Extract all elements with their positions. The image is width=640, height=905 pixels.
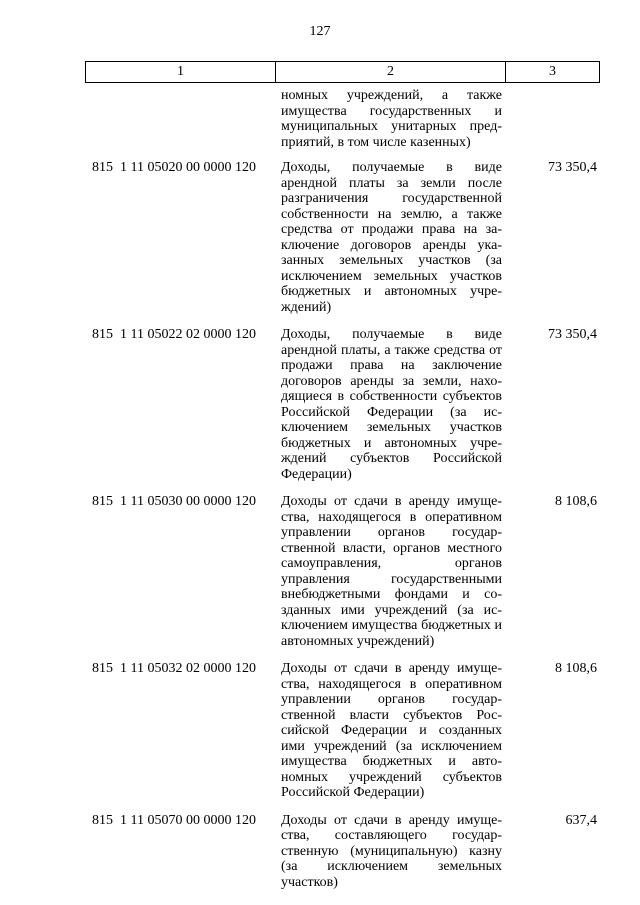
column-header-amount: 3 — [549, 64, 556, 79]
column-header-description: 2 — [276, 62, 506, 82]
budget-code: 815 1 11 05020 00 0000 120 — [92, 160, 256, 175]
income-description: Доходы, получаемые в виде арендной платы, а также средства от продажи права на заключение договоров аренды за земли, находящиеся в собственности субъектов Российской Федерации (за исключением земельных участков бюджетных и автономных учреждений субъектов Российской Федерации) — [281, 327, 502, 482]
income-description: Доходы от сдачи в аренду имущества, находящегося в оперативном управлении органов государственной власти, органов местного самоуправления, органов управления государственными внебюджетными фондами и созданных ими учреждений (за исключением имущества бюджетных и автономных учреждений) — [281, 494, 502, 649]
income-description: Доходы, получаемые в виде арендной платы за земли после разграничения государственной собственности на землю, а также средства от продажи права на заключение договоров аренды указанных земельных участков (за исключением земельных участков бюджетных и автономных учреждений) — [281, 160, 502, 315]
budget-code: 815 1 11 05030 00 0000 120 — [92, 494, 256, 509]
table-row — [85, 88, 600, 150]
amount-value: 637,4 — [565, 812, 597, 828]
page-number: 127 — [309, 24, 331, 39]
table-row — [85, 327, 600, 482]
column-header-code: 1 — [86, 62, 276, 82]
table-row — [85, 160, 600, 315]
amount-value: 8 108,6 — [555, 494, 597, 509]
table-row — [85, 494, 600, 649]
table-row — [85, 813, 600, 891]
income-description: номных учреждений, а также имущества государственных и муниципальных унитарных предприятий, в том числе казенных) — [281, 88, 502, 150]
budget-code: 815 1 11 05070 00 0000 120 — [92, 812, 256, 828]
amount-value: 73 350,4 — [548, 160, 597, 175]
table-header — [85, 61, 600, 83]
budget-code: 815 1 11 05032 02 0000 120 — [92, 661, 256, 676]
table-row — [85, 661, 600, 801]
income-description: Доходы от сдачи в аренду имущества, составляющего государственную (муниципальную) казну (за исключением земельных участков) — [281, 812, 502, 890]
amount-value: 73 350,4 — [548, 327, 597, 342]
budget-code: 815 1 11 05022 02 0000 120 — [92, 327, 256, 342]
income-description: Доходы от сдачи в аренду имущества, находящегося в оперативном управлении органов государственной власти субъектов Российской Федерации и созданных ими учреждений (за исключением имущества бюджетных и автономных учреждений субъектов Российской Федерации) — [281, 661, 502, 800]
amount-value: 8 108,6 — [555, 661, 597, 676]
table-body — [85, 88, 600, 902]
